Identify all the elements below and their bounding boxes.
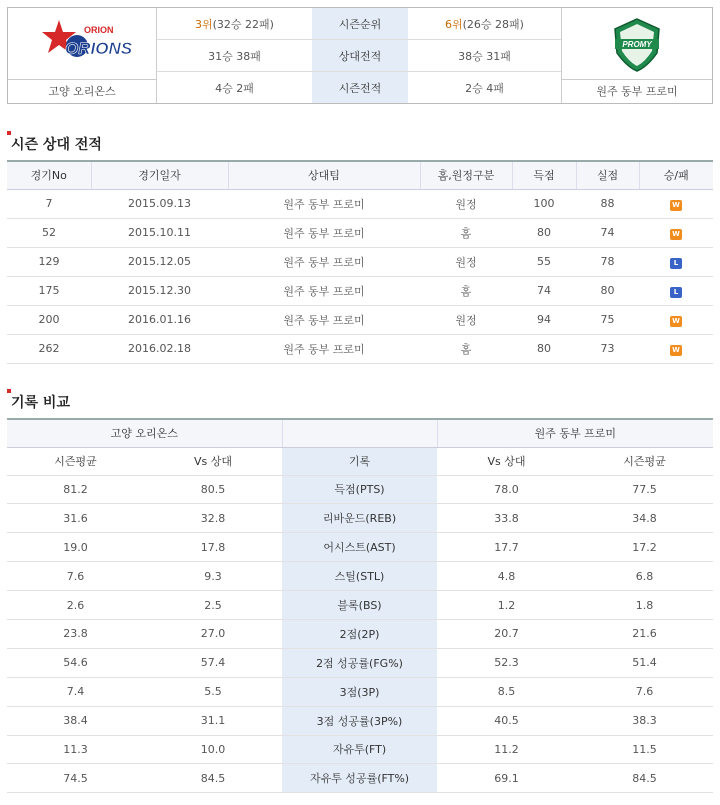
stat-label-cell: 스틸(STL) <box>282 562 437 591</box>
points-allowed-cell: 74 <box>576 218 639 247</box>
table-row <box>7 706 713 735</box>
home-vs-avg-cell: 31.1 <box>144 706 282 735</box>
stat-label-cell: 3점(3P) <box>282 677 437 706</box>
season-record-label: 시즌전적 <box>312 72 408 103</box>
away-vs-avg-cell: 69.1 <box>437 764 576 793</box>
result-cell <box>639 247 713 276</box>
table-row <box>7 305 713 334</box>
home-vs-avg-cell: 84.5 <box>144 764 282 793</box>
home-vs-avg-cell: 2.5 <box>144 591 282 620</box>
win-badge-icon: W <box>670 316 682 327</box>
away-season-avg-cell: 6.8 <box>576 562 713 591</box>
column-header[interactable]: 상대팀 <box>228 161 420 189</box>
away-vs-avg-cell: 20.7 <box>437 619 576 648</box>
table-header-row <box>7 161 713 189</box>
column-header[interactable]: 홈,원정구분 <box>420 161 512 189</box>
away-season-avg-cell: 21.6 <box>576 619 713 648</box>
points-allowed-cell: 73 <box>576 334 639 363</box>
record-compare-title: 기록 비교 <box>7 392 70 412</box>
table-row <box>7 218 713 247</box>
away-season-avg-cell: 77.5 <box>576 475 713 504</box>
loss-badge-icon: L <box>670 258 682 269</box>
table-row <box>7 562 713 591</box>
stat-label-cell: 어시스트(AST) <box>282 533 437 562</box>
win-badge-icon: W <box>670 200 682 211</box>
result-cell <box>639 218 713 247</box>
venue-cell: 원정 <box>420 305 512 334</box>
home-vs-avg-cell: 10.0 <box>144 735 282 764</box>
away-team-name: 원주 동부 프로미 <box>562 79 712 103</box>
opponent-cell: 원주 동부 프로미 <box>228 218 420 247</box>
season-record-title: 시즌 상대 전적 <box>7 134 102 154</box>
venue-cell: 홈 <box>420 334 512 363</box>
away-season-avg-cell: 7.6 <box>576 677 713 706</box>
away-season-record: 2승 4패 <box>465 81 504 95</box>
column-header: 시즌평균 <box>7 447 144 475</box>
game-date-cell: 2015.10.11 <box>91 218 228 247</box>
venue-cell: 원정 <box>420 247 512 276</box>
game-no-cell: 200 <box>7 305 91 334</box>
column-header[interactable]: 경기No <box>7 161 91 189</box>
away-vs-avg-cell: 4.8 <box>437 562 576 591</box>
home-season-avg-cell: 54.6 <box>7 648 144 677</box>
stat-label-cell: 3점 성공률(3P%) <box>282 706 437 735</box>
points-allowed-cell: 80 <box>576 276 639 305</box>
points-allowed-cell: 88 <box>576 189 639 218</box>
opponent-cell: 원주 동부 프로미 <box>228 276 420 305</box>
points-scored-cell: 74 <box>512 276 576 305</box>
away-vs-avg-cell: 1.2 <box>437 591 576 620</box>
game-no-cell: 7 <box>7 189 91 218</box>
result-cell <box>639 334 713 363</box>
table-row <box>7 619 713 648</box>
table-row <box>7 764 713 793</box>
home-season-avg-cell: 23.8 <box>7 619 144 648</box>
stat-label-cell: 득점(PTS) <box>282 475 437 504</box>
column-header: Vs 상대 <box>437 447 576 475</box>
svg-text:PROMY: PROMY <box>622 40 652 49</box>
home-vs-avg-cell: 9.3 <box>144 562 282 591</box>
win-badge-icon: W <box>670 345 682 356</box>
table-row <box>7 504 713 533</box>
table-row <box>7 475 713 504</box>
svg-text:ORIONS: ORIONS <box>65 39 133 58</box>
title-bullet-icon <box>7 131 11 135</box>
result-cell <box>639 305 713 334</box>
loss-badge-icon: L <box>670 287 682 298</box>
venue-cell: 원정 <box>420 189 512 218</box>
home-vs-avg-cell: 80.5 <box>144 475 282 504</box>
away-season-avg-cell: 11.5 <box>576 735 713 764</box>
opponent-cell: 원주 동부 프로미 <box>228 334 420 363</box>
home-team-box[interactable] <box>8 8 157 103</box>
opponent-cell: 원주 동부 프로미 <box>228 247 420 276</box>
game-no-cell: 52 <box>7 218 91 247</box>
away-season-avg-cell: 51.4 <box>576 648 713 677</box>
home-vs-avg-cell: 57.4 <box>144 648 282 677</box>
points-scored-cell: 55 <box>512 247 576 276</box>
stat-label-cell: 자유투 성공률(FT%) <box>282 764 437 793</box>
opponent-cell: 원주 동부 프로미 <box>228 189 420 218</box>
stat-label-cell: 2점 성공률(FG%) <box>282 648 437 677</box>
away-season-avg-cell: 84.5 <box>576 764 713 793</box>
table-row <box>7 735 713 764</box>
home-head-to-head: 31승 38패 <box>157 40 312 72</box>
home-season-avg-cell: 7.6 <box>7 562 144 591</box>
game-date-cell: 2016.01.16 <box>91 305 228 334</box>
home-vs-avg-cell: 17.8 <box>144 533 282 562</box>
season-record-table <box>7 160 713 364</box>
away-season-avg-cell: 17.2 <box>576 533 713 562</box>
column-header[interactable]: 경기일자 <box>91 161 228 189</box>
table-row <box>7 677 713 706</box>
column-header[interactable]: 득점 <box>512 161 576 189</box>
away-vs-avg-cell: 11.2 <box>437 735 576 764</box>
home-season-avg-cell: 11.3 <box>7 735 144 764</box>
home-season-avg-cell: 74.5 <box>7 764 144 793</box>
home-season-avg-cell: 81.2 <box>7 475 144 504</box>
column-header[interactable]: 실점 <box>576 161 639 189</box>
away-season-avg-cell: 34.8 <box>576 504 713 533</box>
points-scored-cell: 94 <box>512 305 576 334</box>
home-season-avg-cell: 2.6 <box>7 591 144 620</box>
home-vs-avg-cell: 32.8 <box>144 504 282 533</box>
svg-text:ORION: ORION <box>84 25 114 35</box>
points-allowed-cell: 75 <box>576 305 639 334</box>
stat-label-cell: 자유투(FT) <box>282 735 437 764</box>
orions-logo-icon[interactable] <box>8 12 156 78</box>
away-team-header: 원주 동부 프로미 <box>437 419 713 447</box>
stat-label-cell: 2점(2P) <box>282 619 437 648</box>
game-date-cell: 2015.12.05 <box>91 247 228 276</box>
away-vs-avg-cell: 17.7 <box>437 533 576 562</box>
table-row <box>7 189 713 218</box>
table-row <box>7 276 713 305</box>
points-scored-cell: 100 <box>512 189 576 218</box>
away-vs-avg-cell: 40.5 <box>437 706 576 735</box>
home-season-avg-cell: 38.4 <box>7 706 144 735</box>
table-row <box>7 334 713 363</box>
title-bullet-icon <box>7 389 11 393</box>
away-vs-avg-cell: 33.8 <box>437 504 576 533</box>
home-vs-avg-cell: 27.0 <box>144 619 282 648</box>
promy-logo-icon[interactable] <box>562 12 712 78</box>
away-season-avg-cell: 1.8 <box>576 591 713 620</box>
game-no-cell: 262 <box>7 334 91 363</box>
result-cell <box>639 189 713 218</box>
game-no-cell: 129 <box>7 247 91 276</box>
away-vs-avg-cell: 8.5 <box>437 677 576 706</box>
stat-label-cell: 리바운드(REB) <box>282 504 437 533</box>
game-date-cell: 2016.02.18 <box>91 334 228 363</box>
blank-header <box>282 419 437 447</box>
away-season-avg-cell: 38.3 <box>576 706 713 735</box>
table-row <box>7 648 713 677</box>
venue-cell: 홈 <box>420 218 512 247</box>
home-season-avg-cell: 19.0 <box>7 533 144 562</box>
matchup-header <box>7 7 713 104</box>
team-header-row <box>7 419 713 447</box>
column-header: 시즌평균 <box>576 447 713 475</box>
record-compare-table <box>7 418 713 793</box>
table-row <box>7 591 713 620</box>
head-to-head-label: 상대전적 <box>312 40 408 72</box>
home-season-avg-cell: 31.6 <box>7 504 144 533</box>
away-vs-avg-cell: 78.0 <box>437 475 576 504</box>
column-header[interactable]: 승/패 <box>639 161 713 189</box>
away-vs-avg-cell: 52.3 <box>437 648 576 677</box>
matchup-summary <box>157 8 561 103</box>
away-head-to-head: 38승 31패 <box>408 40 561 72</box>
season-rank-label: 시즌순위 <box>312 8 408 40</box>
away-team-box[interactable] <box>561 8 712 103</box>
stat-label-cell: 블록(BS) <box>282 591 437 620</box>
game-no-cell: 175 <box>7 276 91 305</box>
home-season-rank: 3위 (32승 22패) <box>157 8 312 40</box>
table-row <box>7 533 713 562</box>
sub-header-row <box>7 447 713 475</box>
column-header: Vs 상대 <box>144 447 282 475</box>
points-scored-cell: 80 <box>512 334 576 363</box>
opponent-cell: 원주 동부 프로미 <box>228 305 420 334</box>
away-season-rank: 6위 (26승 28패) <box>408 8 561 40</box>
home-season-record: 4승 2패 <box>215 81 254 95</box>
table-row <box>7 247 713 276</box>
column-header: 기록 <box>282 447 437 475</box>
points-scored-cell: 80 <box>512 218 576 247</box>
venue-cell: 홈 <box>420 276 512 305</box>
game-date-cell: 2015.12.30 <box>91 276 228 305</box>
home-vs-avg-cell: 5.5 <box>144 677 282 706</box>
points-allowed-cell: 78 <box>576 247 639 276</box>
game-date-cell: 2015.09.13 <box>91 189 228 218</box>
result-cell <box>639 276 713 305</box>
win-badge-icon: W <box>670 229 682 240</box>
home-team-header: 고양 오리온스 <box>7 419 282 447</box>
home-season-avg-cell: 7.4 <box>7 677 144 706</box>
home-team-name: 고양 오리온스 <box>8 79 156 103</box>
